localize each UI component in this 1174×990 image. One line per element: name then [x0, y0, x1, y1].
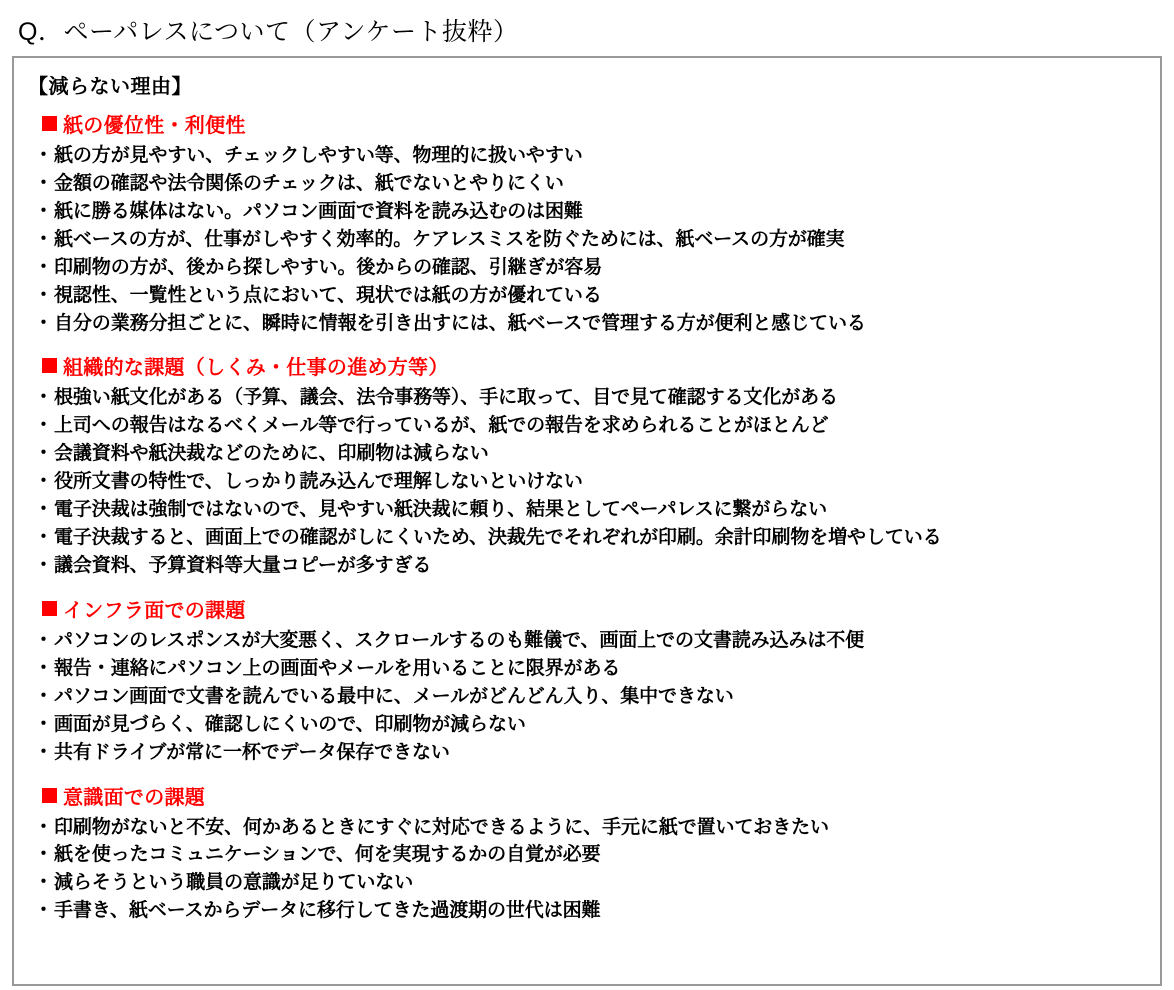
- item-list: [28, 814, 1146, 926]
- group-title-label: 組織的な課題（しくみ・仕事の進め方等）: [63, 357, 449, 380]
- group-block: [28, 781, 1146, 926]
- red-square-icon: [42, 116, 57, 131]
- group-block: [28, 351, 1146, 579]
- red-square-icon: [42, 788, 57, 803]
- group-title-label: インフラ面での課題: [63, 599, 246, 622]
- list-item: ・ 自分の業務分担ごとに、瞬時に情報を引き出すには、紙ベースで管理する方が便利と感じている: [54, 310, 1146, 338]
- group-title: [42, 351, 1146, 380]
- group-title: [42, 781, 1146, 810]
- red-square-icon: [42, 358, 57, 373]
- list-item: ・ パソコンのレスポンスが大変悪く、スクロールするのも難儀で、画面上での文書読み込みは不便: [54, 627, 1146, 655]
- list-item: ・ 印刷物の方が、後から探しやすい。後からの確認、引継ぎが容易: [54, 254, 1146, 282]
- list-item: ・ 紙の方が見やすい、チェックしやすい等、物理的に扱いやすい: [54, 142, 1146, 170]
- list-item: ・ 電子決裁すると、画面上での確認がしにくいため、決裁先でそれぞれが印刷。余計印刷物を増やしている: [54, 524, 1146, 552]
- red-square-icon: [42, 601, 57, 616]
- list-item: ・ 会議資料や紙決裁などのために、印刷物は減らない: [54, 440, 1146, 468]
- page-title: Q．ペーパレスについて（アンケート抜粋）: [18, 18, 519, 46]
- content-panel: [12, 56, 1162, 986]
- group-title-label: 紙の優位性・利便性: [63, 115, 246, 137]
- list-item: ・ 根強い紙文化がある（予算、議会、法令事務等）、手に取って、目で見て確認する文化がある: [54, 384, 1146, 412]
- list-item: ・ 議会資料、予算資料等大量コピーが多すぎる: [54, 552, 1146, 580]
- item-list: [28, 384, 1146, 579]
- list-item: ・ 金額の確認や法令関係のチェックは、紙でないとやりにくい: [54, 170, 1146, 198]
- list-item: ・ 紙を使ったコミュニケーションで、何を実現するかの自覚が必要: [54, 841, 1146, 869]
- list-item: ・ 画面が見づらく、確認しにくいので、印刷物が減らない: [54, 711, 1146, 739]
- item-list: [28, 627, 1146, 767]
- item-list: [28, 142, 1146, 337]
- group-block: [28, 109, 1146, 337]
- group-block: [28, 594, 1146, 767]
- list-item: ・ 上司への報告はなるべくメール等で行っているが、紙での報告を求められることがほとんど: [54, 412, 1146, 440]
- list-item: ・ 視認性、一覧性という点において、現状では紙の方が優れている: [54, 282, 1146, 310]
- list-item: ・ 共有ドライブが常に一杯でデータ保存できない: [54, 739, 1146, 767]
- list-item: ・ 紙に勝る媒体はない。パソコン画面で資料を読み込むのは困難: [54, 198, 1146, 226]
- list-item: ・ 電子決裁は強制ではないので、見やすい紙決裁に頼り、結果としてペーパレスに繋がらない: [54, 496, 1146, 524]
- list-item: ・ 紙ベースの方が、仕事がしやすく効率的。ケアレスミスを防ぐためには、紙ベースの方が確実: [54, 226, 1146, 254]
- group-title-label: 意識面での課題: [63, 786, 206, 809]
- group-title: [42, 594, 1146, 623]
- list-item: ・ パソコン画面で文書を読んでいる最中に、メールがどんどん入り、集中できない: [54, 683, 1146, 711]
- group-title: [42, 109, 1146, 138]
- panel-heading: 【減らない理由】: [28, 76, 192, 98]
- list-item: ・ 役所文書の特性で、しっかり読み込んで理解しないといけない: [54, 468, 1146, 496]
- list-item: ・ 減らそうという職員の意識が足りていない: [54, 869, 1146, 897]
- list-item: ・ 手書き、紙ベースからデータに移行してきた過渡期の世代は困難: [54, 897, 1146, 925]
- list-item: ・ 印刷物がないと不安、何かあるときにすぐに対応できるように、手元に紙で置いておきたい: [54, 814, 1146, 842]
- list-item: ・ 報告・連絡にパソコン上の画面やメールを用いることに限界がある: [54, 655, 1146, 683]
